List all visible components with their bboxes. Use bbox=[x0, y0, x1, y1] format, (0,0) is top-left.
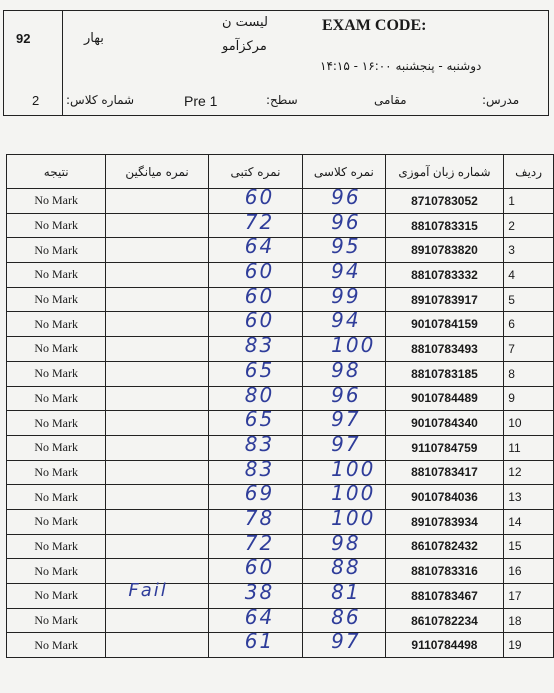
class-mark: 96 bbox=[331, 209, 361, 234]
average-mark-cell bbox=[106, 213, 208, 238]
header-student-id: شماره زبان آموزی bbox=[385, 155, 504, 189]
table-row bbox=[7, 287, 554, 312]
header-average-mark: نمره میانگین bbox=[106, 155, 208, 189]
average-mark: Fail bbox=[128, 580, 168, 601]
average-mark-cell bbox=[106, 633, 208, 658]
result: No Mark bbox=[7, 485, 106, 510]
result: No Mark bbox=[7, 411, 106, 436]
level-label: سطح: bbox=[266, 93, 298, 107]
result: No Mark bbox=[7, 312, 106, 337]
class-mark: 81 bbox=[331, 580, 361, 604]
written-mark: 60 bbox=[244, 259, 275, 284]
row-index: 1 bbox=[504, 189, 554, 214]
average-mark-cell bbox=[106, 411, 208, 436]
class-mark-cell bbox=[303, 629, 386, 658]
result: No Mark bbox=[7, 337, 106, 362]
student-id: 9110784498 bbox=[385, 633, 504, 658]
class-mark: 100 bbox=[331, 333, 376, 358]
result: No Mark bbox=[7, 287, 106, 312]
table-row bbox=[7, 312, 554, 337]
table-row bbox=[7, 386, 554, 411]
header-class-mark: نمره کلاسی bbox=[303, 155, 386, 189]
table-row bbox=[7, 213, 554, 238]
row-index: 7 bbox=[504, 337, 554, 362]
header-written-mark: نمره کتبی bbox=[208, 155, 302, 189]
result: No Mark bbox=[7, 559, 106, 584]
average-mark-cell bbox=[106, 189, 208, 214]
row-index: 11 bbox=[504, 435, 554, 460]
teacher-label: مدرس: bbox=[482, 93, 520, 107]
table-row bbox=[7, 411, 554, 436]
row-index: 14 bbox=[504, 509, 554, 534]
result: No Mark bbox=[7, 435, 106, 460]
row-index: 17 bbox=[504, 584, 554, 609]
class-number: 2 bbox=[32, 93, 40, 108]
class-mark: 97 bbox=[331, 407, 361, 432]
header-divider bbox=[62, 11, 63, 115]
class-mark: 96 bbox=[331, 185, 361, 209]
average-mark-cell bbox=[106, 435, 208, 460]
result: No Mark bbox=[7, 213, 106, 238]
student-id: 8810783493 bbox=[385, 337, 504, 362]
table-row bbox=[7, 559, 554, 584]
average-mark-cell bbox=[106, 386, 208, 411]
grades-table bbox=[6, 154, 554, 658]
class-mark: 98 bbox=[331, 530, 361, 555]
written-mark: 60 bbox=[244, 185, 275, 209]
average-mark-cell bbox=[106, 534, 208, 559]
student-id: 8610782234 bbox=[385, 608, 504, 633]
table-row bbox=[7, 263, 554, 288]
written-mark: 72 bbox=[244, 209, 275, 234]
class-count: 92 bbox=[16, 31, 31, 46]
class-mark: 99 bbox=[331, 283, 361, 308]
row-index: 6 bbox=[504, 312, 554, 337]
average-mark-cell bbox=[106, 485, 208, 510]
class-mark: 97 bbox=[331, 629, 361, 654]
center-name: مرکزآمو bbox=[222, 39, 267, 54]
class-number-label: شماره کلاس: bbox=[66, 93, 135, 107]
written-mark: 65 bbox=[244, 357, 275, 382]
row-index: 9 bbox=[504, 386, 554, 411]
written-mark: 38 bbox=[244, 580, 275, 604]
row-index: 2 bbox=[504, 213, 554, 238]
class-mark: 98 bbox=[331, 357, 361, 382]
row-index: 4 bbox=[504, 263, 554, 288]
result: No Mark bbox=[7, 189, 106, 214]
class-mark: 100 bbox=[331, 456, 376, 481]
class-mark: 96 bbox=[331, 382, 361, 407]
result: No Mark bbox=[7, 238, 106, 263]
row-index: 8 bbox=[504, 361, 554, 386]
student-id: 9010784489 bbox=[385, 386, 504, 411]
average-mark-cell bbox=[106, 361, 208, 386]
row-index: 13 bbox=[504, 485, 554, 510]
table-row bbox=[7, 238, 554, 263]
table-row bbox=[7, 633, 554, 658]
teacher-name: مقامی bbox=[374, 93, 407, 107]
average-mark-cell bbox=[106, 238, 208, 263]
student-id: 8810783332 bbox=[385, 263, 504, 288]
written-mark: 78 bbox=[244, 505, 275, 530]
written-mark: 60 bbox=[244, 283, 275, 308]
class-mark: 94 bbox=[331, 308, 361, 333]
student-id: 9110784759 bbox=[385, 435, 504, 460]
student-id: 9010784340 bbox=[385, 411, 504, 436]
row-index: 18 bbox=[504, 608, 554, 633]
written-mark: 64 bbox=[244, 234, 275, 259]
table-row bbox=[7, 361, 554, 386]
student-id: 8810783417 bbox=[385, 460, 504, 485]
written-mark: 60 bbox=[244, 555, 275, 580]
written-mark: 64 bbox=[244, 604, 275, 629]
table-row bbox=[7, 485, 554, 510]
result: No Mark bbox=[7, 633, 106, 658]
written-mark: 72 bbox=[244, 530, 275, 555]
written-mark: 69 bbox=[244, 481, 275, 506]
written-mark: 83 bbox=[244, 333, 275, 358]
class-mark: 100 bbox=[331, 505, 376, 530]
table-row bbox=[7, 509, 554, 534]
table-row bbox=[7, 460, 554, 485]
written-mark: 61 bbox=[244, 629, 275, 654]
level-value: Pre 1 bbox=[184, 93, 218, 109]
average-mark-cell bbox=[106, 580, 208, 609]
result: No Mark bbox=[7, 509, 106, 534]
student-id: 8610782432 bbox=[385, 534, 504, 559]
student-id: 8810783185 bbox=[385, 361, 504, 386]
student-id: 8810783467 bbox=[385, 584, 504, 609]
table-row bbox=[7, 534, 554, 559]
student-id: 8810783316 bbox=[385, 559, 504, 584]
written-mark: 83 bbox=[244, 456, 275, 481]
list-title: لیست ن bbox=[222, 15, 268, 30]
result: No Mark bbox=[7, 386, 106, 411]
result: No Mark bbox=[7, 361, 106, 386]
schedule-text: دوشنبه - پنجشنبه ۱۶:۰۰ - ۱۴:۱۵ bbox=[320, 59, 482, 73]
class-mark: 95 bbox=[331, 234, 361, 259]
result: No Mark bbox=[7, 534, 106, 559]
table-row bbox=[7, 189, 554, 214]
class-mark: 94 bbox=[331, 259, 361, 284]
header-result: نتیجه bbox=[7, 155, 106, 189]
result: No Mark bbox=[7, 263, 106, 288]
class-mark: 100 bbox=[331, 481, 376, 506]
student-id: 8710783052 bbox=[385, 189, 504, 214]
average-mark-cell bbox=[106, 312, 208, 337]
average-mark-cell bbox=[106, 460, 208, 485]
student-id: 9010784036 bbox=[385, 485, 504, 510]
student-id: 8910783820 bbox=[385, 238, 504, 263]
row-index: 5 bbox=[504, 287, 554, 312]
row-index: 15 bbox=[504, 534, 554, 559]
average-mark-cell bbox=[106, 509, 208, 534]
average-mark-cell bbox=[106, 337, 208, 362]
written-mark: 80 bbox=[244, 382, 275, 407]
written-mark: 83 bbox=[244, 431, 275, 456]
written-mark: 60 bbox=[244, 308, 275, 333]
row-index: 12 bbox=[504, 460, 554, 485]
student-id: 9010784159 bbox=[385, 312, 504, 337]
written-mark: 65 bbox=[244, 407, 275, 432]
result: No Mark bbox=[7, 584, 106, 609]
exam-code-label: EXAM CODE: bbox=[322, 17, 427, 34]
table-row bbox=[7, 337, 554, 362]
table-row bbox=[7, 584, 554, 609]
class-mark: 97 bbox=[331, 431, 361, 456]
row-index: 16 bbox=[504, 559, 554, 584]
result: No Mark bbox=[7, 460, 106, 485]
average-mark-cell bbox=[106, 263, 208, 288]
header-box bbox=[3, 10, 549, 116]
row-index: 3 bbox=[504, 238, 554, 263]
table-row bbox=[7, 608, 554, 633]
row-index: 10 bbox=[504, 411, 554, 436]
student-id: 8810783315 bbox=[385, 213, 504, 238]
average-mark-cell bbox=[106, 608, 208, 633]
written-mark-cell bbox=[208, 629, 302, 658]
header-idx: ردیف bbox=[504, 155, 554, 189]
season-label: بهار bbox=[84, 31, 104, 46]
student-id: 8910783934 bbox=[385, 509, 504, 534]
table-header-row bbox=[7, 155, 554, 189]
student-id: 8910783917 bbox=[385, 287, 504, 312]
class-mark: 86 bbox=[331, 604, 361, 629]
result: No Mark bbox=[7, 608, 106, 633]
average-mark-cell bbox=[106, 287, 208, 312]
table-row bbox=[7, 435, 554, 460]
class-mark: 88 bbox=[331, 555, 361, 580]
row-index: 19 bbox=[504, 633, 554, 658]
